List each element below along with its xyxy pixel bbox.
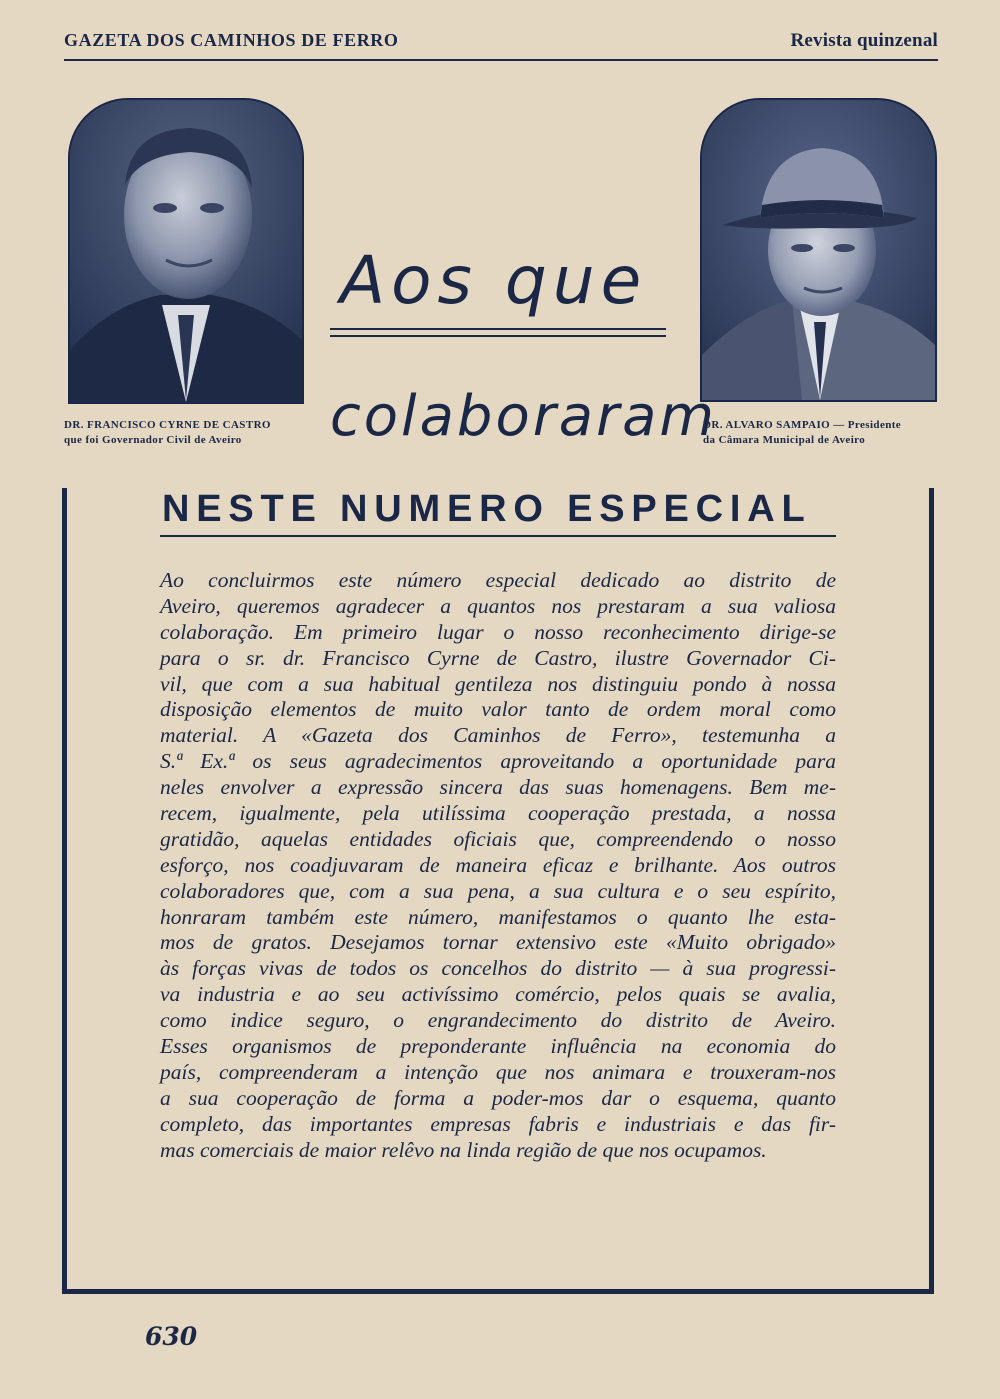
portrait-alvaro-sampaio (700, 98, 937, 402)
title-rule-1 (330, 328, 666, 330)
portrait-left-photo (70, 100, 302, 402)
frame-bottom-rule (62, 1289, 934, 1294)
header-rule (64, 59, 938, 61)
title-line1: Aos que (340, 242, 648, 319)
body-line: a sua cooperação de forma a poder-mos dar o esquema, quanto (160, 1085, 836, 1110)
caption-left (64, 418, 304, 448)
caption-right-line2: da Câmara Municipal de Aveiro (703, 434, 866, 446)
page-number: 630 (145, 1322, 198, 1351)
body-line: mas comerciais de maior relêvo na linda região de que nos ocupamos. (160, 1137, 767, 1162)
frame-left-rule (62, 488, 67, 1294)
title-line2: colaboraram (330, 384, 717, 449)
caption-right-line1: DR. ALVARO SAMPAIO — Presidente (703, 419, 902, 431)
body-line: esforço, nos coadjuvaram de maneira eficaz e brilhante. Aos outros (160, 852, 836, 877)
body-line: vil, que com a sua habitual gentileza nos distinguiu pondo à nossa (160, 671, 836, 696)
body-line: colaboradores que, com a sua pena, a sua cultura e o seu espírito, (160, 878, 836, 903)
article-body (160, 568, 836, 1163)
caption-left-line1: DR. FRANCISCO CYRNE DE CASTRO (64, 419, 271, 431)
caption-left-line2: que foi Governador Civil de Aveiro (64, 434, 242, 446)
body-line: mos de gratos. Desejamos tornar extensivo este «Muito obrigado» (160, 930, 836, 955)
portrait-right-photo (702, 100, 935, 400)
title-rule-2 (330, 335, 666, 337)
body-line: gratidão, aquelas entidades oficiais que, compreendendo o nosso (160, 826, 836, 851)
publication-title: GAZETA DOS CAMINHOS DE FERRO (64, 30, 399, 50)
caption-right (703, 418, 938, 448)
body-line: como indice seguro, o engrandecimento do distrito de Aveiro. (160, 1008, 836, 1033)
body-line: colaboração. Em primeiro lugar o nosso reconhecimento dirige-se (160, 619, 836, 644)
publication-subtitle: Revista quinzenal (790, 30, 938, 51)
body-line: material. A «Gazeta dos Caminhos de Ferro», testemunha a (160, 723, 836, 748)
body-line: disposição elementos de muito valor tanto de ordem moral como (160, 697, 836, 722)
body-line: honraram também este número, manifestamos o quanto lhe esta- (160, 904, 836, 929)
body-line: às forças vivas de todos os concelhos do distrito — à sua progressi- (160, 956, 836, 981)
body-line: neles envolver a expressão sincera das suas homenagens. Bem me- (160, 775, 836, 800)
portrait-cyrne-de-castro (68, 98, 304, 404)
body-line: para o sr. dr. Francisco Cyrne de Castro, ilustre Governador Ci- (160, 645, 836, 670)
body-line: país, compreenderam a intenção que nos animara e trouxeram-nos (160, 1059, 836, 1084)
section-heading-rule (160, 535, 836, 537)
body-line: recem, igualmente, pela utilíssima cooperação prestada, a nossa (160, 801, 836, 826)
running-head (64, 30, 938, 52)
body-line: Ao concluirmos este número especial dedicado ao distrito de (160, 568, 836, 592)
body-line: Esses organismos de preponderante influência na economia do (160, 1034, 836, 1059)
body-line: completo, das importantes empresas fabris e industriais e das fir- (160, 1111, 836, 1136)
frame-right-rule (929, 488, 934, 1294)
body-line: va industria e ao seu activíssimo comércio, pelos quais se avalia, (160, 982, 836, 1007)
section-heading: NESTE NUMERO ESPECIAL (162, 488, 812, 530)
body-line: S.ª Ex.ª os seus agradecimentos aproveitando a oportunidade para (160, 749, 836, 774)
body-line: Aveiro, queremos agradecer a quantos nos prestaram a sua valiosa (160, 593, 836, 618)
